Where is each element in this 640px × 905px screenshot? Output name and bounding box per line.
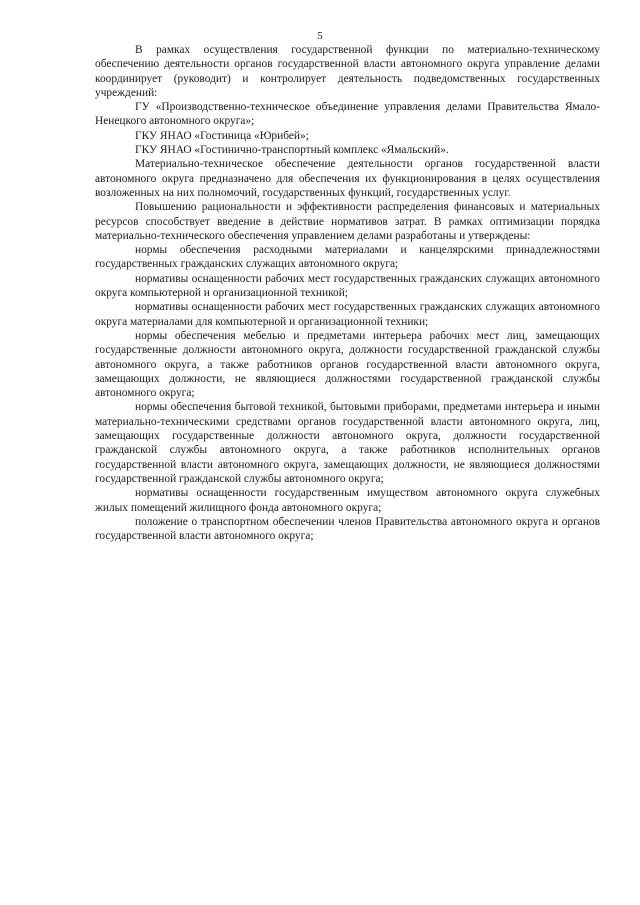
list-item-household-appliances-norms: нормы обеспечения бытовой техникой, бытовыми приборами, предметами интерьера и иными материально-техническими средствами органов государственной власти автономного округа, лиц, замещающих государственные должности автономного округа, должности государственной гражданской службы автономного округа, а также работников исполнительных органов государственной власти автономного округа, замещающих должности, не являющиеся должностями государственной гражданской службы автономного округа; [95,401,600,485]
paragraph-mto-purpose: Материально-техническое обеспечение деятельности органов государственной власти автономного округа предназначено для обеспечения их функционирования в целях осуществления возложенных на них полномочий, государственных функций, государственных услуг. [95,158,600,199]
list-item-transport-regulation: положение о транспортном обеспечении членов Правительства автономного округа и органов государственной власти автономного округа; [95,515,600,543]
page-number: 5 [317,30,323,42]
list-item-housing-property-norms: нормативы оснащенности государственным имуществом автономного округа служебных жилых помещений жилищного фонда автономного округа; [95,487,600,514]
paragraph-gku-yuribey: ГКУ ЯНАО «Гостиница «Юрибей»; [135,129,309,142]
paragraph-gku-yamalsky: ГКУ ЯНАО «Гостинично-транспортный комплекс «Ямальский». [135,144,449,157]
paragraph-gu-pto: ГУ «Производственно-техническое объединение управления делами Правительства Ямало-Ненецкого автономного округа»; [95,101,600,128]
list-item-consumables-norms: нормы обеспечения расходными материалами и канцелярскими принадлежностями государственных гражданских служащих автономного округа; [95,244,600,271]
paragraph-intro: В рамках осуществления государственной функции по материально-техническому обеспечению деятельности органов государственной власти автономного округа управление делами координирует (руководит) и контролирует деятельность подведомственных государственных учреждений: [95,44,600,99]
document-body [95,43,600,543]
list-item-computer-materials-norms: нормативы оснащенности рабочих мест государственных гражданских служащих автономного округа материалами для компьютерной и организационной техники; [95,301,600,328]
paragraph-efficiency: Повышению рациональности и эффективности распределения финансовых и материальных ресурсов способствует введение в действие нормативов затрат. В рамках оптимизации порядка материально-технического обеспечения управлением делами разработаны и утверждены: [95,201,600,242]
list-item-computer-equipment-norms: нормативы оснащенности рабочих мест государственных гражданских служащих автономного округа компьютерной и организационной техникой; [95,272,600,300]
list-item-furniture-norms: нормы обеспечения мебелью и предметами интерьера рабочих мест лиц, замещающих государственные должности автономного округа, должности государственной гражданской службы автономного округа, а также работников органов государственной власти автономного округа, замещающих должности, не являющиеся должностями государственной гражданской службы автономного округа; [95,329,600,400]
